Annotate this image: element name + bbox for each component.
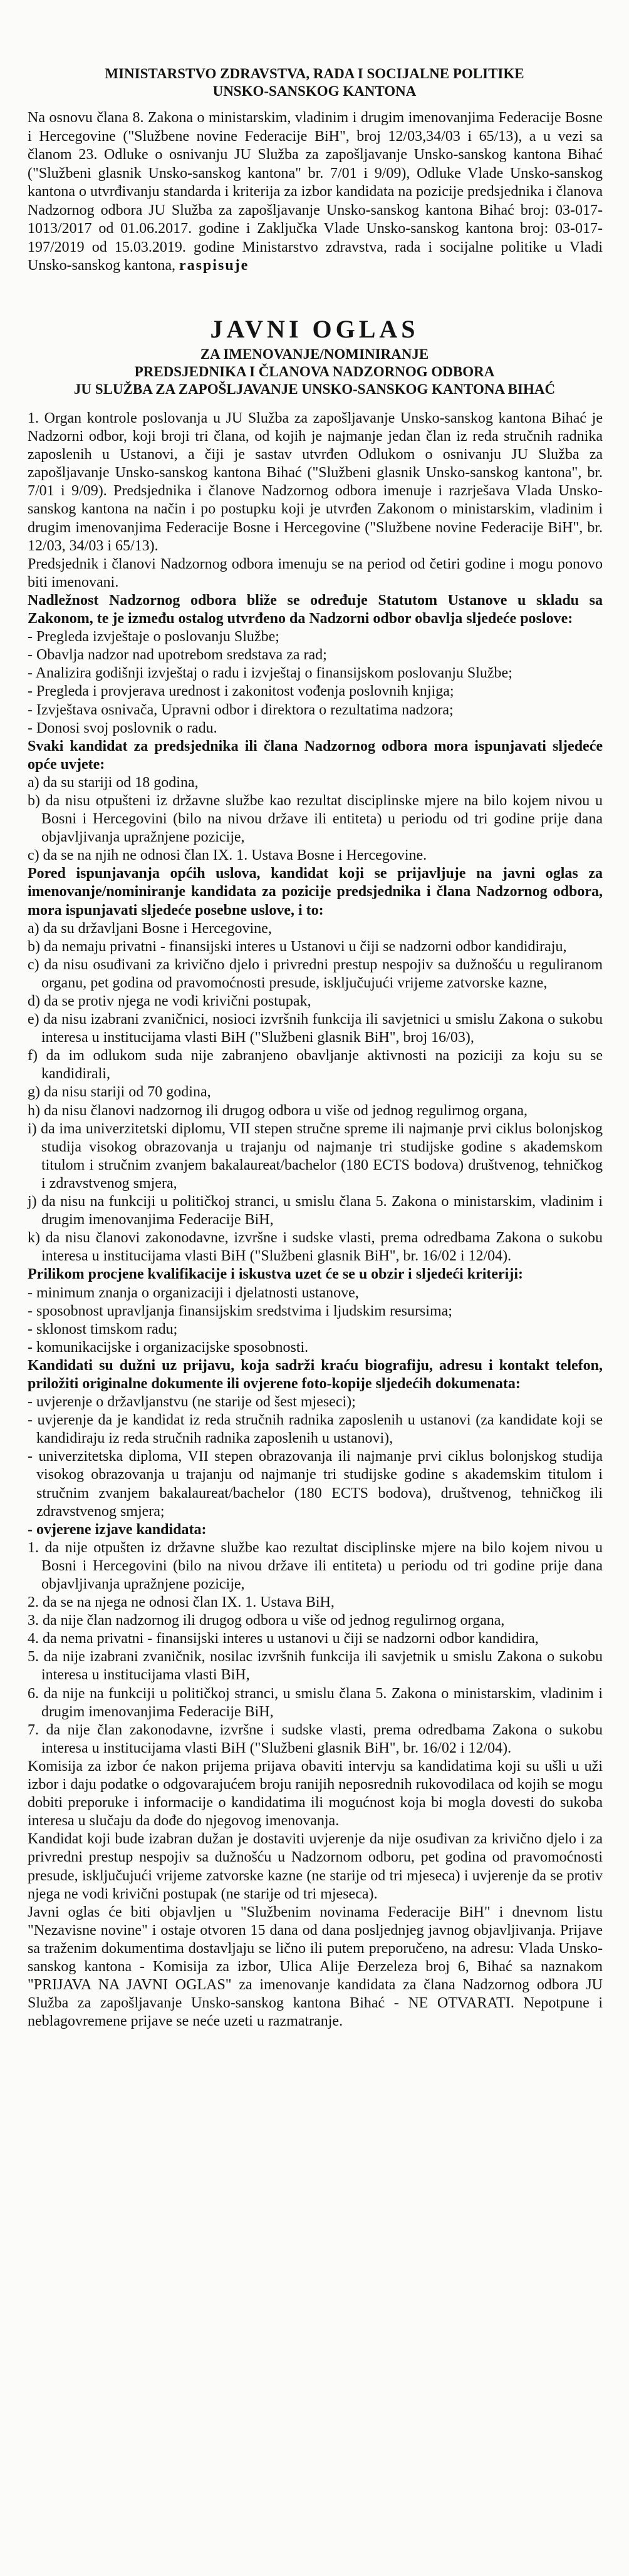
documents-list <box>28 1393 603 1521</box>
paragraph-selected-candidate: Kandidat koji bude izabran dužan je dostaviti uvjerenje da nije osuđivan za krivično djelo i za privredni prestup nespojiv sa dužnošću u Nadzornom odboru, pet godina od pravomoćnosti presude, isključujući vrijeme zatvorske kazne (ne starije od tri mjeseca) i uvjerenje da se protiv njega ne vodi krivični postupak (ne starije od tri mjeseca). <box>28 1831 603 1902</box>
list-item: c) da se na njih ne odnosi član IX. 1. Ustava Bosne i Hercegovine. <box>28 847 427 864</box>
list-item: - Izvještava osnivača, Upravni odbor i direktora o rezultatima nadzora; <box>28 701 454 718</box>
paragraph-statements-intro: - ovjerene izjave kandidata: <box>28 1521 207 1538</box>
list-item: - uvjerenje da je kandidat iz reda stručnih radnika zaposlenih u ustanovi (za kandidate koji se kandidiraju iz reda stručnih radnika zaposlenih u ustanovi), <box>28 1412 603 1447</box>
paragraph-duties-intro: Nadležnost Nadzornog odbora bliže se određuje Statutom Ustanove u skladu sa Zakonom, te je između ostalog utvrđeno da Nadzorni odbor obavlja sljedeće poslove: <box>28 592 603 627</box>
list-item: 7. da nije član zakonodavne, izvršne i sudske vlasti, prema odredbama Zakona o sukobu interesa u institucijama vlasti BiH ("Službeni glasnik BiH", br. 16/02 i 12/04). <box>28 1721 603 1756</box>
duties-list <box>28 628 603 738</box>
list-item: d) da se protiv njega ne vodi krivični postupak, <box>28 993 311 1009</box>
legal-basis-text: Na osnovu člana 8. Zakona o ministarskim, vladinim i drugim imenovanjima Federacije Bosne i Hercegovine ("Službene novine Federacije BiH", broj 12/03,34/03 i 65/13), a u vezi sa članom 23. Odluke o osnivanju JU Služba za zapošljavanje Unsko-sanskog kantona Bihać ("Službeni glasnik Unsko-sanskog kantona" br. 7/01 i 9/09), Odluke Vlade Unsko-sanskog kantona o utvrđivanju standarda i kriterija za izbor kandidata na pozicije predsjednika i članova Nadzornog odbora JU Služba za zapošljavanje Unsko-sanskog kantona Bihać broj: 03-017-1013/2017 od 01.06.2017. godine i Zaključka Vlade Unsko-sanskog kantona broj: 03-017-197/2019 od 15.03.2019. godine Ministarstvo zdravstva, rada i socijalne politike u Vladi Unsko-sanskog kantona, <box>28 110 603 274</box>
ministry-name: MINISTARSTVO ZDRAVSTVA, RADA I SOCIJALNE POLITIKE <box>105 66 524 81</box>
general-conditions-list <box>28 774 603 865</box>
announce-verb: raspisuje <box>179 257 249 274</box>
notice-title: JAVNI OGLAS <box>210 315 419 343</box>
list-item: a) da su stariji od 18 godina, <box>28 774 199 791</box>
list-item: - uvjerenje o državljanstvu (ne starije od šest mjeseci); <box>28 1394 356 1411</box>
paragraph-special-conditions: Pored ispunjavanja općih uslova, kandidat koji se prijavljuje na javni oglas za imenovanje/nominiranje kandidata za pozicije predsjednika i člana Nadzornog odbora, mora ispunjavati sljedeće posebne uslove, i to: <box>28 865 603 919</box>
list-item: b) da nisu otpušteni iz državne službe kao rezultat disciplinske mjere na bilo kojem nivou u Bosni i Hercegovini (bilo na nivou države ili entiteta) u periodu od tri godine prije dana objavljivanja upražnjene pozicije, <box>28 792 603 846</box>
paragraph-criteria-intro: Prilikom procjene kvalifikacije i iskustva uzet će se u obzir i sljedeći kriteriji: <box>28 1266 523 1283</box>
list-item: a) da su državljani Bosne i Hercegovine, <box>28 920 272 937</box>
list-item: g) da nisu stariji od 70 godina, <box>28 1084 211 1101</box>
notice-subtitle-3: JU SLUŽBA ZA ZAPOŠLJAVANJE UNSKO-SANSKOG KANTONA BIHAĆ <box>73 381 556 397</box>
list-item: i) da ima univerzitetski diplomu, VII stepen stručne spreme ili najmanje prvi ciklus bolonjskog studija visokog obrazovanja u trajanju od najmanje tri studijske godine s akademskom titulom i stručnim zvanjem bakalaureat/bachelor (180 ECTS bodova) društvenog, tehničkog i zdravstvenog smjera, <box>28 1120 603 1192</box>
list-item: j) da nisu na funkciji u političkoj stranci, u smislu člana 5. Zakona o ministarskim, vladinim i drugim imenovanjima Federacije BiH, <box>28 1193 603 1229</box>
list-item: - Donosi svoj poslovnik o radu. <box>28 719 217 736</box>
list-item: - sposobnost upravljanja finansijskim sredstvima i ljudskim resursima; <box>28 1302 452 1319</box>
paragraph-term: Predsjednik i članovi Nadzornog odbora imenuju se na period od četiri godine i mogu ponovo biti imenovani. <box>28 555 603 590</box>
list-item: - komunikacijske i organizacijske sposobnosti. <box>28 1339 309 1356</box>
list-item: - Pregleda i provjerava urednost i zakonitost vođenja poslovnih knjiga; <box>28 683 454 700</box>
notice-body <box>28 410 603 2031</box>
list-item: c) da nisu osuđivani za krivično djelo i privredni prestup nespojiv sa dužnošću u reguliranom organu, pet godina od pravomoćnosti presude, isključujući vrijeme zatvorske kazne, <box>28 956 603 991</box>
list-item: - minimum znanja o organizaciji i djelatnosti ustanove, <box>28 1284 359 1301</box>
paragraph-documents-intro: Kandidati su dužni uz prijavu, koja sadrži kraću biografiju, adresu i kontakt telefon, priložiti originalne dokumente ili ovjerene foto-kopije sljedećih dokumenata: <box>28 1357 603 1392</box>
list-item: k) da nisu članovi zakonodavne, izvršne i sudske vlasti, prema odredbama Zakona o sukobu interesa u institucijama vlasti BiH ("Službeni glasnik BiH", br. 16/02 i 12/04). <box>28 1230 603 1265</box>
list-item: - Pregleda izvještaje o poslovanju Službe; <box>28 629 279 646</box>
paragraph-commission: Komisija za izbor će nakon prijema prijava obaviti intervju sa kandidatima koji su ušli u uži izbor i daju podatke o odgovarajućem broju ranijih neposrednih rukovodilaca od kojih se mogu dobiti preporuke i informacije o kandidatima ili mogućnost koja bi mogla dovesti do sukoba interesa u slučaju da dođe do njegovog imenovanja. <box>28 1758 603 1830</box>
statements-list <box>28 1539 603 1758</box>
list-item: b) da nemaju privatni - finansijski interes u Ustanovi u čiji se nadzorni odbor kandidiraju, <box>28 938 567 955</box>
list-item: 3. da nije član nadzornog ili drugog odbora u više od jednog regulirnog organa, <box>28 1612 505 1629</box>
notice-subtitle-2: PREDSJEDNIKA I ČLANOVA NADZORNOG ODBORA <box>134 364 495 379</box>
list-item: 6. da nije na funkciji u političkoj stranci, u smislu člana 5. Zakona o ministarskim, vladinim i drugim imenovanjima Federacije BiH, <box>28 1685 603 1720</box>
list-item: 2. da se na njega ne odnosi član IX. 1. Ustava BiH, <box>28 1594 335 1611</box>
legal-basis-paragraph <box>28 109 603 276</box>
special-conditions-list <box>28 920 603 1266</box>
list-item: - sklonost timskom radu; <box>28 1321 178 1337</box>
paragraph-organ-control: 1. Organ kontrole poslovanja u JU Služba za zapošljavanje Unsko-sanskog kantona Bihać je Nadzorni odbor, koji broji tri člana, od kojih je najmanje jedan član iz reda stručnih radnika zaposlenih u Ustanovi, a čiji je sastav utvrđen Odlukom o osnivanju JU Služba za zapošljavanje Unsko-sanskog kantona Bihać ("Službeni glasnik Unsko-sanskog kantona", br. 7/01 i 9/09). Predsjednika i članove Nadzornog odbora imenuje i razrješava Vlada Unsko-sanskog kantona na način i po postupku koji je utvrđen Zakonom o ministarskim, vladinim i drugim imenovanjima Federacije Bosne i Hercegovine ("Službene novine Federacije BiH", br. 12/03, 34/03 i 65/13). <box>28 410 603 554</box>
canton-name: UNSKO-SANSKOG KANTONA <box>212 83 417 99</box>
list-item: f) da im odlukom suda nije zabranjeno obavljanje aktivnosti na poziciji za koju su se kandidirali, <box>28 1048 603 1083</box>
list-item: 4. da nema privatni - finansijski interes u ustanovi u čiji se nadzorni odbor kandidira, <box>28 1631 539 1647</box>
list-item: h) da nisu članovi nadzornog ili drugog odbora u više od jednog regulirnog organa, <box>28 1102 528 1119</box>
list-item: 1. da nije otpušten iz državne službe kao rezultat disciplinske mjere na bilo kojem nivou u Bosni i Hercegovini (bilo na nivou države ili entiteta) u periodu od tri godine prije dana objavljivanja upražnjene pozicije, <box>28 1539 603 1592</box>
list-item: - Obavlja nadzor nad upotrebom sredstava za rad; <box>28 647 327 664</box>
notice-subtitle-1: ZA IMENOVANJE/NOMINIRANJE <box>200 346 429 362</box>
list-item: - Analizira godišnji izvještaj o radu i izvještaj o finansijskom poslovanju Službe; <box>28 665 512 682</box>
paragraph-publication: Javni oglas će biti objavljen u "Službenim novinama Federacije BiH" i dnevnom listu "Nezavisne novine" i ostaje otvoren 15 dana od dana posljednjeg javnog objavljivanja. Prijave sa traženim dokumentima dostavljaju se lično ili putem preporučeno, na adresu: Vlada Unsko-sanskog kantona - Komisija za izbor, Ulica Alije Đerzeleza broj 6, Bihać sa naznakom "PRIJAVA NA JAVNI OGLAS" za imenovanje kandidata za člana Nadzornog odbora JU Služba za zapošljavanje Unsko-sanskog kantona Bihać - NE OTVARATI. Nepotpune i neblagovremene prijave se neće uzeti u razmatranje. <box>28 1904 603 2030</box>
list-item: 5. da nije izabrani zvaničnik, nosilac izvršnih funkcija ili savjetnik u smislu Zakona o sukobu interesa u institucijama vlasti BiH, <box>28 1649 603 1684</box>
paragraph-general-conditions: Svaki kandidat za predsjednika ili člana Nadzornog odbora mora ispunjavati sljedeće opće uvjete: <box>28 738 603 773</box>
criteria-list <box>28 1284 603 1357</box>
list-item: e) da nisu izabrani zvaničnici, nosioci izvršnih funkcija ili savjetnici u smislu Zakona o sukobu interesa u institucijama vlasti BiH ("Službeni glasnik BiH", broj 16/03), <box>28 1011 603 1046</box>
list-item: - univerzitetska diploma, VII stepen obrazovanja ili najmanje prvi ciklus bolonjskog studija visokog obrazovanja u trajanju od najmanje tri studijske godine s akademskim titulom i stručnim zvanjem bakalaureat/bachelor (180 ECTS bodova), društvenog, tehničkog ili zdravstvenog smjera; <box>28 1448 603 1520</box>
